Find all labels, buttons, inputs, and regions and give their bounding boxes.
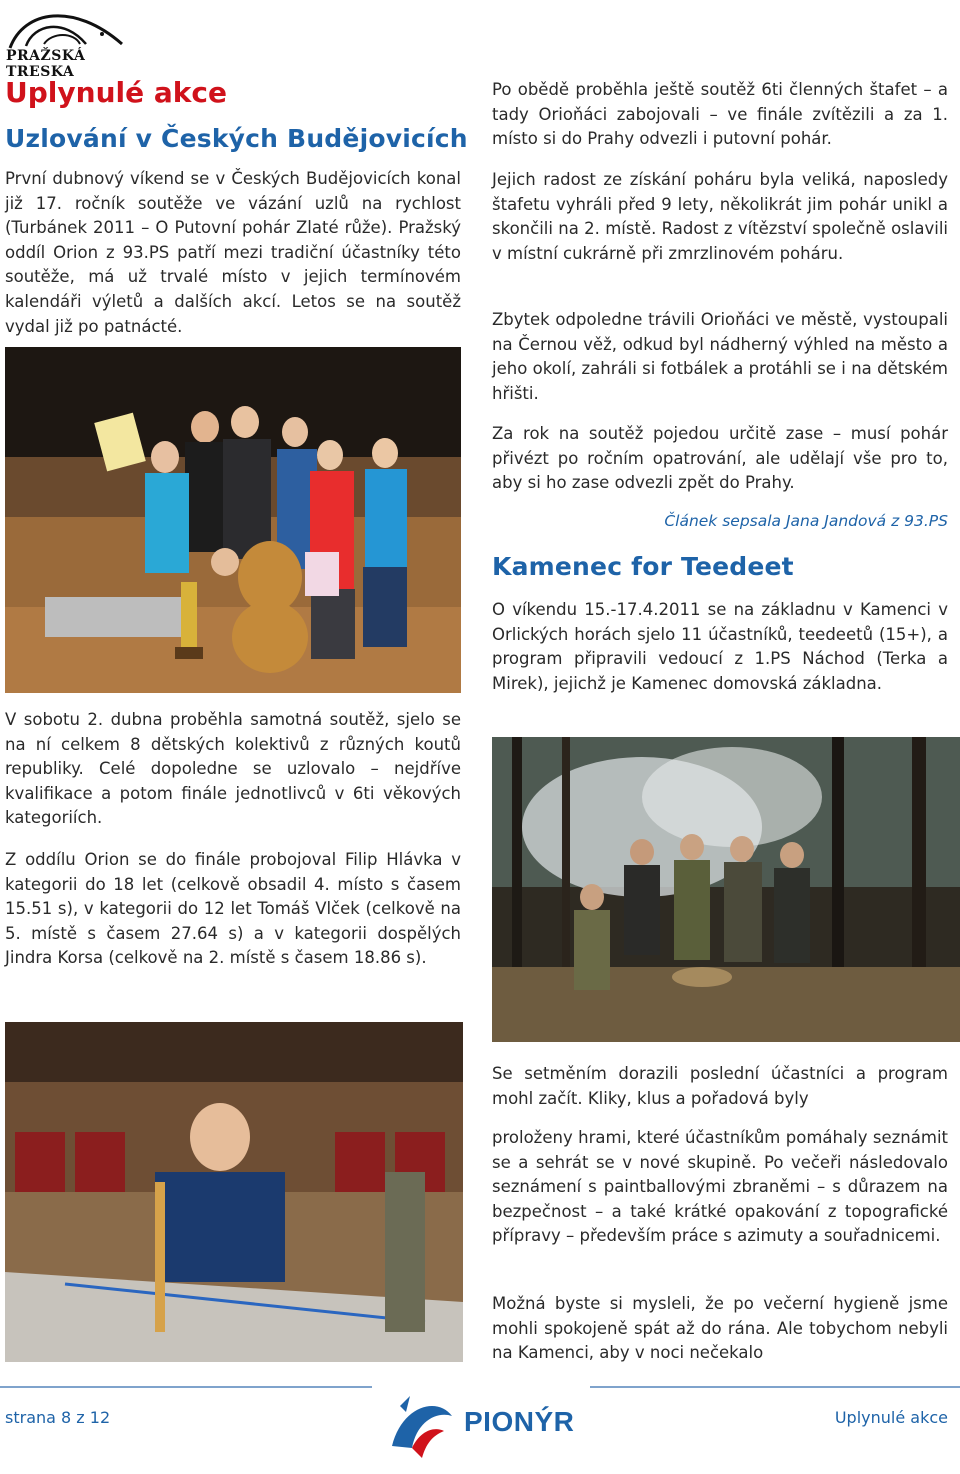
pionyr-bird-icon xyxy=(382,1386,462,1466)
footer-section: Uplynulé akce xyxy=(834,1408,948,1427)
section-title: Uplynulé akce xyxy=(5,76,227,109)
article-title: Uzlování v Českých Budějovicích xyxy=(5,124,468,153)
photo-knot-tying xyxy=(5,1022,463,1362)
article-paragraph: Z oddílu Orion se do finále probojoval Filip Hlávka v kategorii do 18 let (celkově obsadil 4. místo s časem 15.51 s), v kategorii do 12 let Tomáš Vlček (celkově na 5. místě s časem 27.64 s) a v kategorii dospělých Jindra Korsa (celkově na 2. místě s časem 18.86 s). xyxy=(5,850,461,968)
photo-forest-campfire xyxy=(492,737,960,1042)
article-paragraph: První dubnový víkend se v Českých Budějovicích konal již 17. ročník soutěže ve vázání uzlů na rychlost (Turbánek 2011 – O Putovní pohár Zlaté růže). Pražský oddíl Orion z 93.PS patří mezi tradiční účastníky této soutěže, má už trvalé místo v jejich termínovém kalendáři výletů a dalších akcí. Letos se na soutěž vydal již po patnácté. xyxy=(5,169,461,336)
article-paragraph: Za rok na soutěž pojedou určitě zase – musí pohár přivézt po ročním opatrování, ale udělají vše pro to, aby si ho zase odvezli zpět do Prahy. xyxy=(492,424,948,493)
footer-line xyxy=(0,1386,372,1388)
article-paragraph: Po obědě proběhla ještě soutěž 6ti členných štafet – a tady Orioňáci zabojovali – ve finále zvítězili a za 1. místo si do Prahy odvezli i putovní pohár. xyxy=(492,80,948,149)
logo-text: PRAŽSKÁ TRESKA xyxy=(6,48,86,80)
fish-logo-icon xyxy=(4,4,128,52)
article-paragraph: Zbytek odpoledne trávili Orioňáci ve městě, vystoupali na Černou věž, odkud byl nádherný výhled na město a jeho okolí, zahráli si fotbálek a protáhli se i na dětském hřišti. xyxy=(492,310,948,403)
page-number: strana 8 z 12 xyxy=(5,1408,111,1427)
article-paragraph: V sobotu 2. dubna proběhla samotná soutěž, sjelo se na ní celkem 8 dětských kolektivů z různých koutů republiky. Celé dopoledne se uzlovalo – nejdříve kvalifikace a potom finále jednotlivců v 6ti věkových kategoriích. xyxy=(5,710,461,828)
article-paragraph: Možná byste si mysleli, že po večerní hygieně jsme mohli spokojeně spát až do rána. Ale tobychom nebyli na Kamenci, aby v noci nečekalo xyxy=(492,1294,948,1363)
article-paragraph: Jejich radost ze získání poháru byla veliká, naposledy štafetu vyhráli před 9 lety, několikrát jim pohár unikl a skončili na 2. místě. Radost z vítězství společně oslavili v místní cukrárně při zmrzlinovém poháru. xyxy=(492,170,948,263)
footer-line xyxy=(590,1386,960,1388)
pionyr-logo xyxy=(382,1386,582,1466)
logo xyxy=(4,4,128,80)
photo-kids-trophy xyxy=(5,347,461,693)
article-paragraph: Se setměním dorazili poslední účastníci a program mohl začít. Kliky, klus a pořadová byly xyxy=(492,1064,948,1108)
article-paragraph: proloženy hrami, které účastníkům pomáhaly seznámit se a sehrát se v nové skupině. Po večeři následovalo seznámení s paintballovými zbraněmi – s důrazem na bezpečnost – a také krátké opakování z topografické přípravy – především práce s azimuty a souřadnicemi. xyxy=(492,1128,948,1246)
article-title: Kamenec for Teedeet xyxy=(492,552,794,581)
footer-brand: PIONÝR xyxy=(464,1406,575,1437)
article-paragraph: O víkendu 15.-17.4.2011 se na základnu v Kamenci v Orlických horách sjelo 11 účastníků, teedeetů (15+), a program připravili vedoucí z 1.PS Náchod (Terka a Mirek), jejichž je Kamenec domovská základna. xyxy=(492,600,948,693)
article-credit: Článek sepsala Jana Jandová z 93.PS xyxy=(664,512,948,530)
